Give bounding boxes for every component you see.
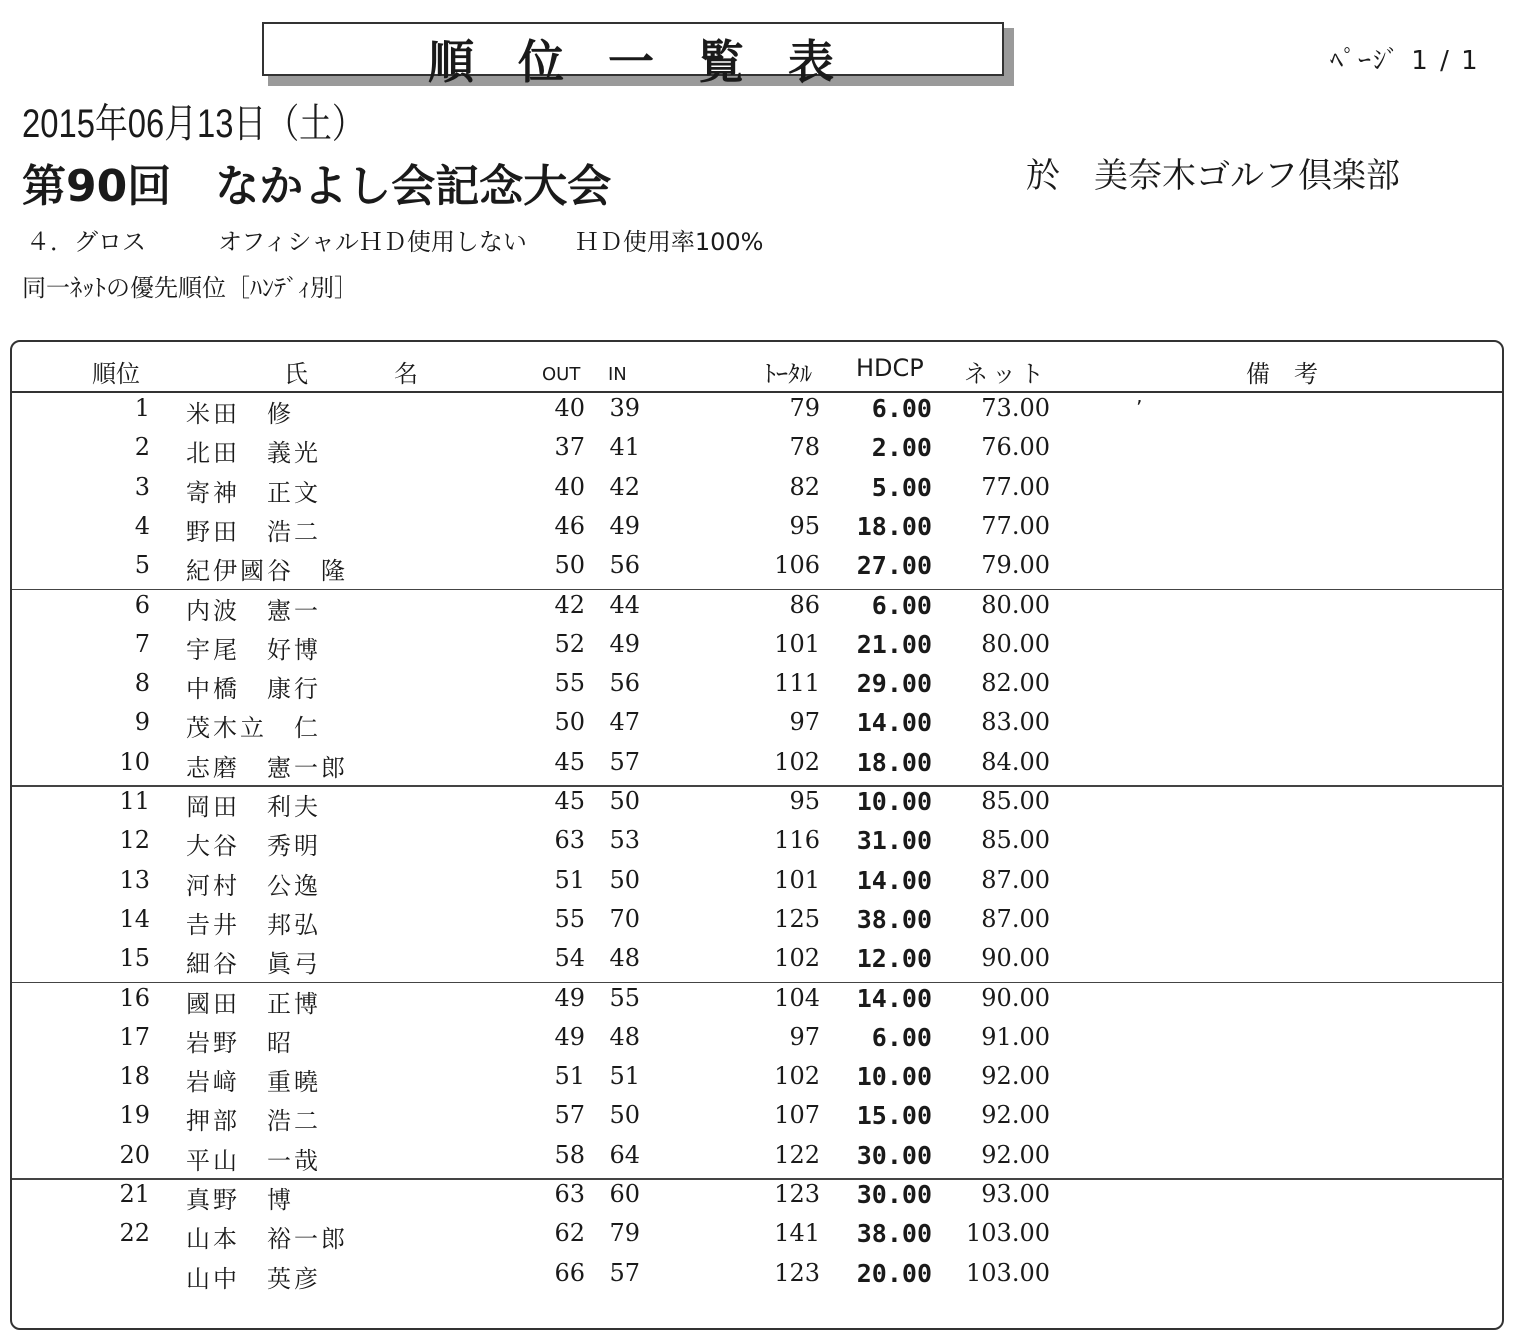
cell-name: 内波 憲一 <box>186 596 321 625</box>
cell-name: 宇尾 好博 <box>186 635 321 664</box>
cell-net: 80.00 <box>981 590 1050 619</box>
cell-net: 93.00 <box>981 1180 1050 1208</box>
cell-net: 90.00 <box>981 944 1050 973</box>
cell-out: 63 <box>554 826 585 855</box>
cell-net: 92.00 <box>981 1101 1050 1130</box>
cell-hdcp: 12.00 <box>856 944 932 974</box>
cell-rank: 11 <box>119 787 150 815</box>
cell-total: 101 <box>774 629 820 658</box>
cell-name: 山中 英彦 <box>186 1264 321 1293</box>
cell-net: 90.00 <box>981 983 1050 1012</box>
cell-in: 47 <box>609 708 640 737</box>
cell-hdcp: 10.00 <box>856 1062 932 1092</box>
cell-in: 55 <box>609 983 640 1012</box>
cell-name: 國田 正博 <box>186 989 321 1018</box>
cell-hdcp: 6.00 <box>871 590 932 620</box>
cell-rank: 10 <box>119 747 150 776</box>
cell-in: 50 <box>609 1101 640 1130</box>
cell-in: 39 <box>609 394 640 422</box>
cell-in: 53 <box>609 826 640 855</box>
cell-name: 寄神 正文 <box>186 478 321 507</box>
table-row <box>0 1178 1520 1217</box>
cell-net: 92.00 <box>981 1062 1050 1091</box>
table-row <box>0 746 1520 785</box>
cell-out: 57 <box>554 1101 585 1130</box>
cell-total: 106 <box>774 551 820 580</box>
cell-rank: 18 <box>119 1062 150 1091</box>
cell-in: 60 <box>609 1180 640 1208</box>
cell-hdcp: 31.00 <box>856 826 932 856</box>
table-row <box>0 510 1520 549</box>
col-header-name-last: 名 <box>394 360 418 388</box>
col-header-rank: 順位 <box>92 360 140 388</box>
cell-in: 57 <box>609 1258 640 1287</box>
cell-hdcp: 6.00 <box>871 394 932 423</box>
cell-total: 102 <box>774 1062 820 1091</box>
cell-in: 49 <box>609 629 640 658</box>
cell-out: 49 <box>554 983 585 1012</box>
cell-hdcp: 10.00 <box>856 787 932 816</box>
cell-rank: 21 <box>119 1180 150 1208</box>
table-row <box>0 589 1520 628</box>
cell-in: 57 <box>609 747 640 776</box>
cell-hdcp: 2.00 <box>871 433 932 463</box>
table-row <box>0 628 1520 667</box>
cell-out: 63 <box>554 1180 585 1208</box>
cell-in: 42 <box>609 472 640 501</box>
table-row <box>0 471 1520 510</box>
cell-rank: 6 <box>134 590 150 619</box>
table-row <box>0 785 1520 824</box>
table-row <box>0 1257 1520 1296</box>
cell-in: 44 <box>609 590 640 619</box>
cell-net: 84.00 <box>981 747 1050 776</box>
table-row <box>0 1217 1520 1256</box>
cell-name: 𠮷井 邦弘 <box>186 910 321 939</box>
cell-name: 茂木立 仁 <box>186 714 321 743</box>
cell-net: 77.00 <box>981 511 1050 540</box>
page-indicator: ﾍﾟｰｼﾞ 1 / 1 <box>1330 46 1480 76</box>
cell-in: 48 <box>609 944 640 973</box>
cell-name: 真野 博 <box>186 1186 294 1214</box>
cell-rank: 1 <box>134 394 150 422</box>
cell-out: 62 <box>554 1219 585 1248</box>
cell-hdcp: 6.00 <box>871 1022 932 1052</box>
cell-out: 54 <box>554 944 585 973</box>
cell-hdcp: 15.00 <box>856 1101 932 1131</box>
cell-rank: 7 <box>134 629 150 658</box>
cell-rank: 8 <box>134 669 150 698</box>
table-row <box>0 942 1520 981</box>
cell-rank: 16 <box>119 983 150 1012</box>
cell-rank: 19 <box>119 1101 150 1130</box>
table-row <box>0 864 1520 903</box>
cell-in: 49 <box>609 511 640 540</box>
cell-net: 87.00 <box>981 904 1050 933</box>
cell-rank: 12 <box>119 826 150 855</box>
tie-priority-rule: 同一ﾈｯﾄの優先順位［ﾊﾝﾃﾞｨ別］ <box>22 274 358 302</box>
cell-net: 73.00 <box>981 394 1050 422</box>
cell-rank: 9 <box>134 708 150 737</box>
cell-total: 95 <box>789 511 820 540</box>
cell-hdcp: 14.00 <box>856 865 932 895</box>
cell-total: 141 <box>774 1219 820 1248</box>
remark-mark: ’ <box>1136 396 1143 420</box>
cell-out: 66 <box>554 1258 585 1287</box>
table-row <box>0 431 1520 470</box>
cell-hdcp: 18.00 <box>856 511 932 541</box>
cell-rank: 15 <box>119 944 150 973</box>
table-row <box>0 824 1520 863</box>
cell-in: 51 <box>609 1062 640 1091</box>
cell-total: 97 <box>789 708 820 737</box>
cell-name: 平山 一哉 <box>186 1146 321 1175</box>
cell-net: 85.00 <box>981 787 1050 815</box>
cell-name: 紀伊國谷 隆 <box>186 557 348 586</box>
event-title: 第90回 なかよし会記念大会 <box>22 161 612 212</box>
cell-total: 78 <box>789 433 820 462</box>
title-box <box>262 22 1004 89</box>
cell-hdcp: 5.00 <box>871 472 932 502</box>
cell-name: 岡田 利夫 <box>186 793 321 821</box>
cell-name: 中橋 康行 <box>186 675 321 704</box>
cell-net: 103.00 <box>966 1258 1050 1287</box>
cell-hdcp: 14.00 <box>856 983 932 1013</box>
cell-total: 125 <box>774 904 820 933</box>
col-header-out: OUT <box>542 364 581 385</box>
cell-name: 野田 浩二 <box>186 517 321 546</box>
table-row <box>0 903 1520 942</box>
cell-name: 河村 公逸 <box>186 871 321 900</box>
cell-rank: 4 <box>134 511 150 540</box>
table-row <box>0 667 1520 706</box>
table-row <box>0 1060 1520 1099</box>
cell-in: 50 <box>609 787 640 815</box>
cell-name: 押部 浩二 <box>186 1107 321 1136</box>
cell-out: 51 <box>554 1062 585 1091</box>
table-row <box>0 982 1520 1021</box>
table-row <box>0 706 1520 745</box>
cell-rank: 2 <box>134 433 150 462</box>
cell-net: 79.00 <box>981 551 1050 580</box>
cell-rank: 14 <box>119 904 150 933</box>
cell-in: 48 <box>609 1022 640 1051</box>
cell-rank: 17 <box>119 1022 150 1051</box>
cell-out: 55 <box>554 669 585 698</box>
cell-hdcp: 14.00 <box>856 708 932 738</box>
scoring-conditions: ４．グロス オフィシャルＨＤ使用しない ＨＤ使用率100% <box>26 228 764 256</box>
cell-name: 岩﨑 重曉 <box>186 1068 321 1097</box>
cell-hdcp: 29.00 <box>856 669 932 699</box>
cell-name: 山本 裕一郎 <box>186 1225 348 1254</box>
cell-name: 志磨 憲一郎 <box>186 753 348 782</box>
cell-total: 79 <box>789 394 820 422</box>
cell-net: 77.00 <box>981 472 1050 501</box>
cell-name: 細谷 眞弓 <box>186 950 321 979</box>
cell-net: 80.00 <box>981 629 1050 658</box>
cell-hdcp: 30.00 <box>856 1180 932 1209</box>
cell-out: 52 <box>554 629 585 658</box>
table-row <box>0 392 1520 431</box>
cell-hdcp: 30.00 <box>856 1140 932 1170</box>
cell-net: 87.00 <box>981 865 1050 894</box>
col-header-name-first: 氏 <box>284 360 308 388</box>
table-row <box>0 1139 1520 1178</box>
cell-hdcp: 38.00 <box>856 1219 932 1249</box>
table-row <box>0 549 1520 588</box>
cell-total: 102 <box>774 944 820 973</box>
cell-hdcp: 21.00 <box>856 629 932 659</box>
cell-net: 76.00 <box>981 433 1050 462</box>
cell-out: 45 <box>554 747 585 776</box>
col-header-remarks: 備 考 <box>1246 360 1318 388</box>
cell-out: 40 <box>554 394 585 422</box>
cell-total: 123 <box>774 1258 820 1287</box>
cell-total: 97 <box>789 1022 820 1051</box>
cell-net: 91.00 <box>981 1022 1050 1051</box>
cell-in: 56 <box>609 669 640 698</box>
cell-in: 56 <box>609 551 640 580</box>
cell-total: 116 <box>774 826 820 855</box>
cell-net: 92.00 <box>981 1140 1050 1169</box>
cell-total: 104 <box>774 983 820 1012</box>
cell-out: 37 <box>554 433 585 462</box>
cell-net: 103.00 <box>966 1219 1050 1248</box>
cell-net: 85.00 <box>981 826 1050 855</box>
cell-total: 101 <box>774 865 820 894</box>
cell-out: 49 <box>554 1022 585 1051</box>
event-date: 2015年06月13日（土） <box>22 102 365 146</box>
cell-out: 51 <box>554 865 585 894</box>
cell-total: 111 <box>774 669 820 698</box>
cell-total: 82 <box>789 472 820 501</box>
cell-name: 米田 修 <box>186 400 294 428</box>
cell-out: 55 <box>554 904 585 933</box>
cell-in: 64 <box>609 1140 640 1169</box>
cell-name: 大谷 秀明 <box>186 832 321 861</box>
cell-total: 95 <box>789 787 820 815</box>
cell-out: 50 <box>554 551 585 580</box>
col-header-in: IN <box>608 364 627 385</box>
cell-out: 58 <box>554 1140 585 1169</box>
cell-net: 82.00 <box>981 669 1050 698</box>
cell-rank: 3 <box>134 472 150 501</box>
cell-name: 岩野 昭 <box>186 1028 294 1057</box>
cell-out: 50 <box>554 708 585 737</box>
cell-rank: 5 <box>134 551 150 580</box>
page-title: 順位一覧表 <box>428 35 878 89</box>
cell-total: 107 <box>774 1101 820 1130</box>
cell-hdcp: 18.00 <box>856 747 932 777</box>
cell-in: 79 <box>609 1219 640 1248</box>
cell-hdcp: 38.00 <box>856 904 932 934</box>
cell-name: 北田 義光 <box>186 439 321 468</box>
col-header-hdcp: HDCP <box>856 354 924 382</box>
col-header-net: ネット <box>964 360 1048 388</box>
cell-out: 42 <box>554 590 585 619</box>
cell-rank: 22 <box>119 1219 150 1248</box>
cell-hdcp: 20.00 <box>856 1258 932 1288</box>
table-row <box>0 1099 1520 1138</box>
cell-total: 86 <box>789 590 820 619</box>
event-venue: 於 美奈木ゴルフ倶楽部 <box>1026 156 1400 196</box>
cell-rank: 13 <box>119 865 150 894</box>
cell-hdcp: 27.00 <box>856 551 932 581</box>
col-header-total: ﾄｰﾀﾙ <box>764 360 812 388</box>
cell-net: 83.00 <box>981 708 1050 737</box>
table-row <box>0 1021 1520 1060</box>
cell-total: 102 <box>774 747 820 776</box>
cell-total: 122 <box>774 1140 820 1169</box>
cell-in: 50 <box>609 865 640 894</box>
cell-total: 123 <box>774 1180 820 1208</box>
cell-in: 70 <box>609 904 640 933</box>
cell-rank: 20 <box>119 1140 150 1169</box>
cell-out: 46 <box>554 511 585 540</box>
cell-out: 40 <box>554 472 585 501</box>
cell-in: 41 <box>609 433 640 462</box>
cell-out: 45 <box>554 787 585 815</box>
